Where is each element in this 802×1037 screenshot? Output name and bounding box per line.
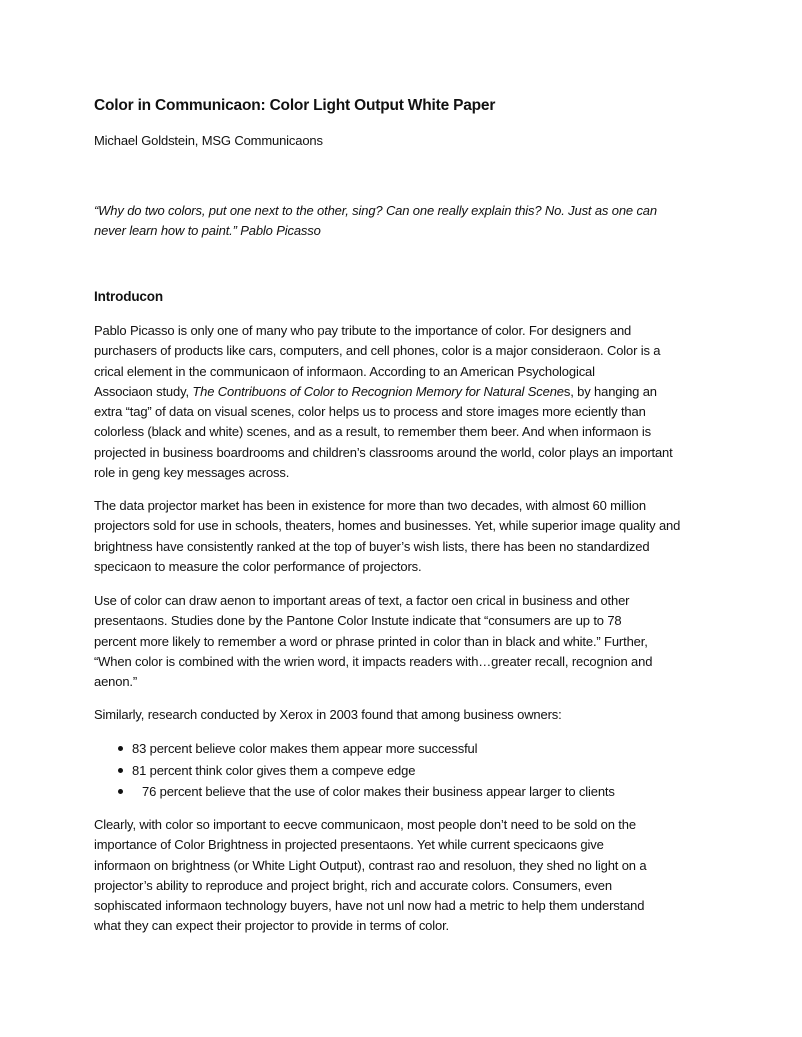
text-line: percent more likely to remember a word or phrase printed in color than in black and white.” Further, xyxy=(94,633,648,649)
bullet-list xyxy=(118,738,615,803)
text-line: projector’s ability to reproduce and project bright, rich and accurate colors. Consumers, even xyxy=(94,877,612,893)
list-item: 76 percent believe that the use of color makes their business appear larger to clients xyxy=(118,781,615,803)
author-line: Michael Goldstein, MSG Communicaons xyxy=(94,133,323,148)
epigraph-quote xyxy=(94,201,657,242)
text-line: role in geng key messages across. xyxy=(94,465,290,481)
text-segment: Associaon study, xyxy=(94,383,193,399)
text-line: specicaon to measure the color performance of projectors. xyxy=(94,558,422,574)
text-line xyxy=(94,382,673,402)
paragraph-conclusion xyxy=(94,815,646,937)
text-line: sophiscated informaon technology buyers, have not unl now had a metric to help them understand xyxy=(94,898,645,914)
text-line: importance of Color Brightness in projected presentaons. Yet while current specicaons give xyxy=(94,837,604,853)
section-heading-introduction: Introducon xyxy=(94,289,163,304)
paragraph-intro xyxy=(94,321,673,483)
text-line: what they can expect their projector to provide in terms of color. xyxy=(94,918,450,934)
text-line: “When color is combined with the wrien word, it impacts readers with…greater recall, recognion and xyxy=(94,653,653,669)
text-line: informaon on brightness (or White Light Output), contrast rao and resoluon, they shed no light on a xyxy=(94,857,647,873)
text-line: presentaons. Studies done by the Pantone Color Instute indicate that “consumers are up to 78 xyxy=(94,613,622,629)
text-segment: s, by hanging an xyxy=(563,383,657,399)
text-line: The data projector market has been in existence for more than two decades, with almost 60 million xyxy=(94,498,646,513)
text-line: Pablo Picasso is only one of many who pay tribute to the importance of color. For designers and xyxy=(94,323,632,338)
paragraph-projector-market xyxy=(94,496,680,577)
paragraph-color-attention xyxy=(94,591,652,692)
text-line: purchasers of products like cars, computers, and cell phones, color is a major consideraon. Color is a xyxy=(94,343,661,359)
text-line: aenon.” xyxy=(94,674,138,690)
quote-line: never learn how to paint.” Pablo Picasso xyxy=(94,223,321,239)
quote-line: “Why do two colors, put one next to the other, sing? Can one really explain this? No. Just as one can xyxy=(94,203,657,218)
text-line: brightness have consistently ranked at the top of buyer’s wish lists, there has been no standardized xyxy=(94,538,650,554)
text-line: Use of color can draw aenon to important areas of text, a factor oen crical in business and other xyxy=(94,593,630,608)
document-title: Color in Communicaon: Color Light Output White Paper xyxy=(94,97,496,114)
text-line: colorless (black and white) scenes, and as a result, to remember them beer. And when informaon is xyxy=(94,424,652,440)
study-title: The Contribuons of Color to Recognion Memory for Natural Scene xyxy=(192,383,564,399)
text-line: projected in business boardrooms and children’s classrooms around the world, color plays an important xyxy=(94,444,673,460)
paragraph-xerox-research: Similarly, research conducted by Xerox in 2003 found that among business owners: xyxy=(94,707,562,722)
text-line: projectors sold for use in schools, theaters, homes and businesses. Yet, while superior image quality and xyxy=(94,518,681,534)
list-item: 83 percent believe color makes them appear more successful xyxy=(118,738,615,760)
text-line: crical element in the communicaon of informaon. According to an American Psychological xyxy=(94,363,595,379)
text-line: Clearly, with color so important to eecve communicaon, most people don’t need to be sold on the xyxy=(94,817,636,832)
list-item: 81 percent think color gives them a compeve edge xyxy=(118,760,615,782)
text-line: extra “tag” of data on visual scenes, color helps us to process and store images more eciently than xyxy=(94,404,646,420)
